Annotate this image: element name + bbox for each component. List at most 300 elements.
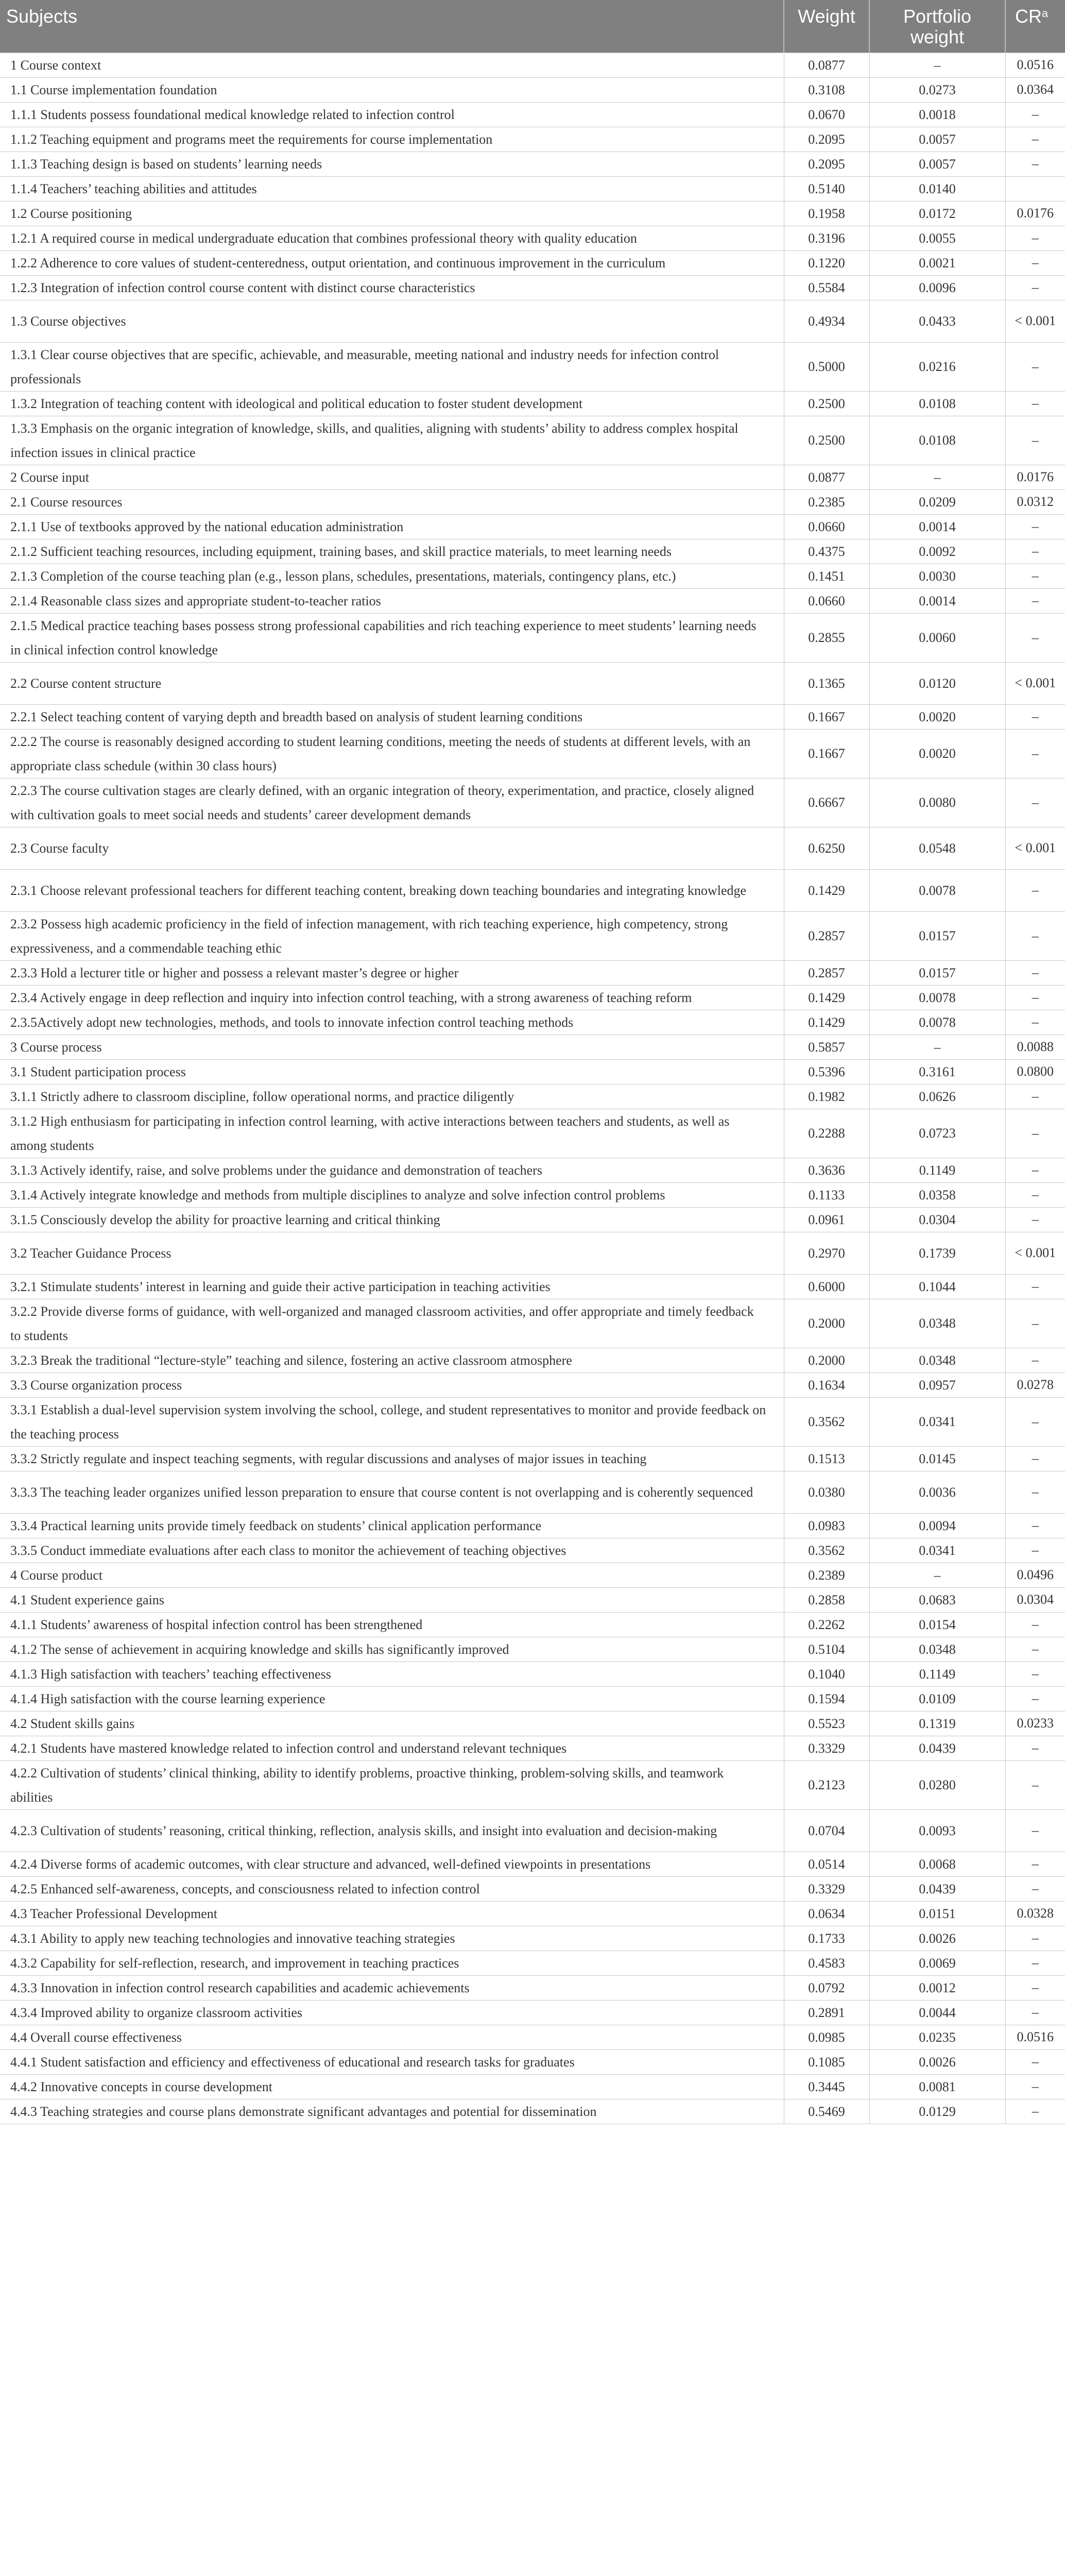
cell-portfolio-weight: 0.0626: [869, 1084, 1005, 1109]
cell-weight: 0.2123: [784, 1760, 869, 1809]
table-row: [0, 1397, 1065, 1446]
cell-subject: 2.2.3 The course cultivation stages are clearly defined, with an organic integration of theory, experimentation, and practice, closely aligned with cultivation goals to meet social needs and students’ career development demands: [0, 778, 784, 827]
table-row: [0, 1299, 1065, 1348]
table-row: [0, 1662, 1065, 1686]
cell-subject: 3.2.3 Break the traditional “lecture-style” teaching and silence, fostering an active classroom atmosphere: [0, 1348, 784, 1372]
header-cr: [1005, 0, 1065, 53]
table-row: [0, 1711, 1065, 1736]
cell-cr: [1005, 176, 1065, 201]
cell-weight: 0.0877: [784, 465, 869, 489]
table-row: [0, 613, 1065, 662]
cell-portfolio-weight: 0.0957: [869, 1372, 1005, 1397]
cell-weight: 0.1133: [784, 1182, 869, 1207]
table-row: [0, 1876, 1065, 1901]
cell-weight: 0.3329: [784, 1736, 869, 1760]
table-row: [0, 1901, 1065, 1926]
cell-weight: 0.4934: [784, 300, 869, 342]
table-row: [0, 275, 1065, 300]
cell-cr: –: [1005, 588, 1065, 613]
cell-portfolio-weight: 0.0096: [869, 275, 1005, 300]
cell-weight: 0.0660: [784, 588, 869, 613]
table-row: [0, 416, 1065, 465]
cell-cr: –: [1005, 1158, 1065, 1182]
header-cr-footnote-marker: a: [1042, 7, 1049, 20]
table-row: [0, 465, 1065, 489]
cell-subject: 4.1.3 High satisfaction with teachers’ teaching effectiveness: [0, 1662, 784, 1686]
cell-subject: 4.3.4 Improved ability to organize classroom activities: [0, 2000, 784, 2025]
table-row: [0, 1035, 1065, 1059]
cell-subject: 2.1.5 Medical practice teaching bases possess strong professional capabilities and rich teaching experience to meet students’ learning needs in clinical infection control knowledge: [0, 613, 784, 662]
table-row: [0, 176, 1065, 201]
cell-weight: 0.1594: [784, 1686, 869, 1711]
cell-cr: 0.0364: [1005, 77, 1065, 102]
cell-cr: –: [1005, 226, 1065, 250]
cell-subject: 1.2.3 Integration of infection control course content with distinct course characteristics: [0, 275, 784, 300]
table-row: [0, 1274, 1065, 1299]
table-row: [0, 1760, 1065, 1809]
table-row: [0, 1736, 1065, 1760]
cell-subject: 1.1.1 Students possess foundational medical knowledge related to infection control: [0, 102, 784, 127]
cell-weight: 0.3196: [784, 226, 869, 250]
cell-cr: –: [1005, 869, 1065, 911]
header-portfolio-weight: Portfolio weight: [869, 0, 1005, 53]
table-row: [0, 201, 1065, 226]
cell-subject: 4.4 Overall course effectiveness: [0, 2025, 784, 2049]
table-row: [0, 729, 1065, 778]
cell-portfolio-weight: 0.0216: [869, 342, 1005, 391]
cell-subject: 3.1.1 Strictly adhere to classroom discipline, follow operational norms, and practice diligently: [0, 1084, 784, 1109]
table-row: [0, 1158, 1065, 1182]
table-row: [0, 1563, 1065, 1587]
cell-portfolio-weight: 0.0439: [869, 1876, 1005, 1901]
cell-subject: 2.1.1 Use of textbooks approved by the national education administration: [0, 514, 784, 539]
cell-cr: –: [1005, 1299, 1065, 1348]
cell-subject: 1.2 Course positioning: [0, 201, 784, 226]
table-row: [0, 1471, 1065, 1513]
cell-portfolio-weight: 0.0280: [869, 1760, 1005, 1809]
cell-subject: 1.3 Course objectives: [0, 300, 784, 342]
cell-portfolio-weight: 0.0120: [869, 662, 1005, 704]
header-row: [0, 0, 1065, 53]
cell-weight: 0.1513: [784, 1446, 869, 1471]
cell-subject: 2.2 Course content structure: [0, 662, 784, 704]
table-body: [0, 53, 1065, 2124]
cell-subject: 4.1.4 High satisfaction with the course learning experience: [0, 1686, 784, 1711]
cell-weight: 0.2891: [784, 2000, 869, 2025]
table-row: [0, 127, 1065, 151]
cell-weight: 0.2500: [784, 391, 869, 416]
cell-portfolio-weight: 0.0172: [869, 201, 1005, 226]
cell-subject: 3.2.2 Provide diverse forms of guidance, with well-organized and managed classroom activities, and offer appropriate and timely feedback to students: [0, 1299, 784, 1348]
cell-cr: –: [1005, 1736, 1065, 1760]
cell-portfolio-weight: 0.0093: [869, 1809, 1005, 1852]
cell-weight: 0.2970: [784, 1232, 869, 1274]
cell-portfolio-weight: 0.0081: [869, 2074, 1005, 2099]
table-row: [0, 2099, 1065, 2124]
table-row: [0, 1059, 1065, 1084]
cell-weight: 0.1040: [784, 1662, 869, 1686]
cell-subject: 4.4.3 Teaching strategies and course plans demonstrate significant advantages and potential for dissemination: [0, 2099, 784, 2124]
table-row: [0, 911, 1065, 960]
cell-cr: < 0.001: [1005, 827, 1065, 869]
cell-weight: 0.0985: [784, 2025, 869, 2049]
cell-weight: 0.1085: [784, 2049, 869, 2074]
cell-weight: 0.5523: [784, 1711, 869, 1736]
cell-cr: –: [1005, 778, 1065, 827]
cell-subject: 1.2.2 Adherence to core values of student-centeredness, output orientation, and continuous improvement in the curriculum: [0, 250, 784, 275]
table-row: [0, 514, 1065, 539]
cell-portfolio-weight: 0.0021: [869, 250, 1005, 275]
table-row: [0, 342, 1065, 391]
cell-subject: 2.3.1 Choose relevant professional teachers for different teaching content, breaking down teaching boundaries and integrating knowledge: [0, 869, 784, 911]
cell-portfolio-weight: 0.0273: [869, 77, 1005, 102]
cell-subject: 4.1.1 Students’ awareness of hospital infection control has been strengthened: [0, 1612, 784, 1637]
cell-cr: –: [1005, 250, 1065, 275]
cell-weight: 0.5584: [784, 275, 869, 300]
cell-weight: 0.5000: [784, 342, 869, 391]
table-row: [0, 2000, 1065, 2025]
cell-portfolio-weight: 0.0235: [869, 2025, 1005, 2049]
table-row: [0, 1084, 1065, 1109]
cell-subject: 2.1.2 Sufficient teaching resources, including equipment, training bases, and skill practice materials, to meet learning needs: [0, 539, 784, 564]
cell-weight: 0.1365: [784, 662, 869, 704]
cell-weight: 0.1958: [784, 201, 869, 226]
table-header: [0, 0, 1065, 53]
cell-portfolio-weight: 0.0078: [869, 1010, 1005, 1035]
table-row: [0, 1951, 1065, 1975]
cell-portfolio-weight: 0.0014: [869, 588, 1005, 613]
cell-portfolio-weight: 0.0548: [869, 827, 1005, 869]
table-row: [0, 151, 1065, 176]
cell-cr: –: [1005, 1182, 1065, 1207]
cell-weight: 0.3108: [784, 77, 869, 102]
cell-cr: –: [1005, 704, 1065, 729]
cell-weight: 0.2095: [784, 127, 869, 151]
table-row: [0, 1926, 1065, 1951]
cell-portfolio-weight: 0.1149: [869, 1158, 1005, 1182]
cell-subject: 3.3 Course organization process: [0, 1372, 784, 1397]
table-row: [0, 1348, 1065, 1372]
cell-weight: 0.1429: [784, 985, 869, 1010]
cell-cr: –: [1005, 1662, 1065, 1686]
table-row: [0, 1587, 1065, 1612]
cell-subject: 3.3.2 Strictly regulate and inspect teaching segments, with regular discussions and analyses of major issues in teaching: [0, 1446, 784, 1471]
cell-cr: 0.0233: [1005, 1711, 1065, 1736]
cell-cr: –: [1005, 1513, 1065, 1538]
cell-portfolio-weight: 0.0108: [869, 391, 1005, 416]
cell-weight: 0.0877: [784, 53, 869, 77]
table-row: [0, 1232, 1065, 1274]
cell-cr: 0.0304: [1005, 1587, 1065, 1612]
cell-weight: 0.2288: [784, 1109, 869, 1158]
cell-weight: 0.2000: [784, 1348, 869, 1372]
cell-portfolio-weight: 0.0026: [869, 2049, 1005, 2074]
cell-cr: –: [1005, 1207, 1065, 1232]
cell-cr: –: [1005, 1109, 1065, 1158]
cell-subject: 3 Course process: [0, 1035, 784, 1059]
table-row: [0, 827, 1065, 869]
cell-weight: 0.3562: [784, 1538, 869, 1563]
cell-cr: 0.0278: [1005, 1372, 1065, 1397]
cell-subject: 1.2.1 A required course in medical undergraduate education that combines professional theory with quality education: [0, 226, 784, 250]
cell-subject: 1 Course context: [0, 53, 784, 77]
cell-subject: 3.3.1 Establish a dual-level supervision system involving the school, college, and student representatives to monitor and provide feedback on the teaching process: [0, 1397, 784, 1446]
cell-subject: 1.3.3 Emphasis on the organic integration of knowledge, skills, and qualities, aligning with students’ ability to address complex hospital infection issues in clinical practice: [0, 416, 784, 465]
cell-portfolio-weight: 0.0030: [869, 564, 1005, 588]
cell-cr: –: [1005, 911, 1065, 960]
cell-cr: 0.0800: [1005, 1059, 1065, 1084]
table-row: [0, 704, 1065, 729]
cell-portfolio-weight: 0.0439: [869, 1736, 1005, 1760]
table-row: [0, 1372, 1065, 1397]
cell-subject: 4.4.2 Innovative concepts in course development: [0, 2074, 784, 2099]
cell-weight: 0.1634: [784, 1372, 869, 1397]
cell-cr: –: [1005, 127, 1065, 151]
cell-portfolio-weight: 0.0348: [869, 1348, 1005, 1372]
cell-subject: 3.1 Student participation process: [0, 1059, 784, 1084]
cell-cr: –: [1005, 564, 1065, 588]
cell-subject: 4.1.2 The sense of achievement in acquiring knowledge and skills has significantly improved: [0, 1637, 784, 1662]
cell-portfolio-weight: 0.0151: [869, 1901, 1005, 1926]
cell-cr: –: [1005, 416, 1065, 465]
cell-subject: 2 Course input: [0, 465, 784, 489]
header-cr-label: CR: [1015, 6, 1042, 27]
cell-portfolio-weight: 0.0044: [869, 2000, 1005, 2025]
cell-portfolio-weight: 0.0020: [869, 729, 1005, 778]
cell-subject: 2.2.1 Select teaching content of varying depth and breadth based on analysis of student learning conditions: [0, 704, 784, 729]
cell-subject: 4.2.2 Cultivation of students’ clinical thinking, ability to identify problems, proactive thinking, problem-solving skills, and teamwork abilities: [0, 1760, 784, 1809]
cell-cr: –: [1005, 1010, 1065, 1035]
cell-portfolio-weight: 0.0433: [869, 300, 1005, 342]
cell-cr: 0.0312: [1005, 489, 1065, 514]
header-weight: Weight: [784, 0, 869, 53]
cell-weight: 0.2855: [784, 613, 869, 662]
cell-portfolio-weight: 0.0157: [869, 960, 1005, 985]
cell-cr: 0.0176: [1005, 465, 1065, 489]
cell-subject: 3.2 Teacher Guidance Process: [0, 1232, 784, 1274]
table-row: [0, 1010, 1065, 1035]
table-row: [0, 1446, 1065, 1471]
cell-portfolio-weight: 0.0109: [869, 1686, 1005, 1711]
cell-portfolio-weight: 0.0080: [869, 778, 1005, 827]
cell-subject: 2.1.3 Completion of the course teaching plan (e.g., lesson plans, schedules, presentations, materials, contingency plans, etc.): [0, 564, 784, 588]
cell-portfolio-weight: 0.0683: [869, 1587, 1005, 1612]
cell-subject: 1.1.3 Teaching design is based on students’ learning needs: [0, 151, 784, 176]
cell-subject: 3.1.4 Actively integrate knowledge and methods from multiple disciplines to analyze and solve infection control problems: [0, 1182, 784, 1207]
cell-cr: –: [1005, 342, 1065, 391]
cell-cr: –: [1005, 539, 1065, 564]
cell-cr: –: [1005, 2099, 1065, 2124]
cell-subject: 3.2.1 Stimulate students’ interest in learning and guide their active participation in teaching activities: [0, 1274, 784, 1299]
cell-portfolio-weight: 0.0012: [869, 1975, 1005, 2000]
table-row: [0, 1182, 1065, 1207]
table-row: [0, 1538, 1065, 1563]
cell-weight: 0.5140: [784, 176, 869, 201]
cell-cr: –: [1005, 1446, 1065, 1471]
table-row: [0, 1513, 1065, 1538]
cell-cr: –: [1005, 1637, 1065, 1662]
cell-portfolio-weight: –: [869, 1563, 1005, 1587]
cell-weight: 0.0983: [784, 1513, 869, 1538]
cell-subject: 4.3.2 Capability for self-reflection, research, and improvement in teaching practices: [0, 1951, 784, 1975]
cell-portfolio-weight: 0.1149: [869, 1662, 1005, 1686]
cell-weight: 0.3329: [784, 1876, 869, 1901]
cell-weight: 0.5469: [784, 2099, 869, 2124]
cell-cr: < 0.001: [1005, 662, 1065, 704]
cell-cr: –: [1005, 1612, 1065, 1637]
cell-subject: 3.1.5 Consciously develop the ability for proactive learning and critical thinking: [0, 1207, 784, 1232]
cell-portfolio-weight: 0.1739: [869, 1232, 1005, 1274]
cell-portfolio-weight: 0.0057: [869, 127, 1005, 151]
cell-weight: 0.1429: [784, 1010, 869, 1035]
cell-portfolio-weight: 0.0036: [869, 1471, 1005, 1513]
cell-portfolio-weight: –: [869, 53, 1005, 77]
cell-weight: 0.3562: [784, 1397, 869, 1446]
cell-subject: 1.1.4 Teachers’ teaching abilities and attitudes: [0, 176, 784, 201]
cell-subject: 3.3.3 The teaching leader organizes unified lesson preparation to ensure that course content is not overlapping and is coherently sequenced: [0, 1471, 784, 1513]
cell-portfolio-weight: 0.0304: [869, 1207, 1005, 1232]
cell-weight: 0.2500: [784, 416, 869, 465]
cell-cr: –: [1005, 985, 1065, 1010]
cell-weight: 0.5396: [784, 1059, 869, 1084]
cell-weight: 0.6000: [784, 1274, 869, 1299]
table-row: [0, 960, 1065, 985]
cell-cr: –: [1005, 2049, 1065, 2074]
cell-weight: 0.0792: [784, 1975, 869, 2000]
cell-cr: –: [1005, 151, 1065, 176]
cell-subject: 3.3.4 Practical learning units provide timely feedback on students’ clinical application performance: [0, 1513, 784, 1538]
cell-weight: 0.1451: [784, 564, 869, 588]
table-row: [0, 77, 1065, 102]
cell-cr: –: [1005, 1809, 1065, 1852]
cell-weight: 0.1220: [784, 250, 869, 275]
cell-subject: 4.2.5 Enhanced self-awareness, concepts, and consciousness related to infection control: [0, 1876, 784, 1901]
cell-subject: 1.1 Course implementation foundation: [0, 77, 784, 102]
cell-weight: 0.2858: [784, 1587, 869, 1612]
table-row: [0, 300, 1065, 342]
table-row: [0, 102, 1065, 127]
cell-subject: 2.3.3 Hold a lecturer title or higher and possess a relevant master’s degree or higher: [0, 960, 784, 985]
cell-subject: 4.1 Student experience gains: [0, 1587, 784, 1612]
cell-cr: < 0.001: [1005, 300, 1065, 342]
cell-cr: 0.0516: [1005, 2025, 1065, 2049]
cell-subject: 4.3.1 Ability to apply new teaching technologies and innovative teaching strategies: [0, 1926, 784, 1951]
table-row: [0, 1975, 1065, 2000]
cell-subject: 1.1.2 Teaching equipment and programs meet the requirements for course implementation: [0, 127, 784, 151]
table-row: [0, 778, 1065, 827]
cell-subject: 4.4.1 Student satisfaction and efficiency and effectiveness of educational and research tasks for graduates: [0, 2049, 784, 2074]
table-row: [0, 2049, 1065, 2074]
cell-weight: 0.5104: [784, 1637, 869, 1662]
cell-weight: 0.0380: [784, 1471, 869, 1513]
cell-portfolio-weight: 0.0069: [869, 1951, 1005, 1975]
cell-cr: –: [1005, 1926, 1065, 1951]
cell-portfolio-weight: 0.0157: [869, 911, 1005, 960]
cell-cr: –: [1005, 1471, 1065, 1513]
cell-cr: –: [1005, 1397, 1065, 1446]
cell-cr: 0.0328: [1005, 1901, 1065, 1926]
cell-subject: 2.3.2 Possess high academic proficiency in the field of infection management, with rich teaching experience, high competency, strong expressiveness, and a commendable teaching ethic: [0, 911, 784, 960]
cell-subject: 2.2.2 The course is reasonably designed according to student learning conditions, meeting the needs of students at different levels, with an appropriate class schedule (within 30 class hours): [0, 729, 784, 778]
cell-weight: 0.6250: [784, 827, 869, 869]
cell-weight: 0.2262: [784, 1612, 869, 1637]
table-row: [0, 2074, 1065, 2099]
cell-portfolio-weight: 0.0094: [869, 1513, 1005, 1538]
cell-portfolio-weight: 0.0348: [869, 1637, 1005, 1662]
table-row: [0, 489, 1065, 514]
cell-cr: –: [1005, 1274, 1065, 1299]
header-subjects: Subjects: [0, 0, 784, 53]
cell-subject: 3.3.5 Conduct immediate evaluations after each class to monitor the achievement of teaching objectives: [0, 1538, 784, 1563]
cell-portfolio-weight: 0.0078: [869, 869, 1005, 911]
cell-cr: –: [1005, 1760, 1065, 1809]
table-row: [0, 588, 1065, 613]
cell-weight: 0.0704: [784, 1809, 869, 1852]
table-row: [0, 869, 1065, 911]
cell-portfolio-weight: 0.0078: [869, 985, 1005, 1010]
cell-weight: 0.2857: [784, 911, 869, 960]
cell-subject: 2.1 Course resources: [0, 489, 784, 514]
cell-subject: 2.3.5Actively adopt new technologies, methods, and tools to innovate infection control teaching methods: [0, 1010, 784, 1035]
cell-portfolio-weight: 0.0057: [869, 151, 1005, 176]
table-row: [0, 2025, 1065, 2049]
cell-weight: 0.6667: [784, 778, 869, 827]
table-row: [0, 1637, 1065, 1662]
cell-subject: 2.3 Course faculty: [0, 827, 784, 869]
cell-portfolio-weight: 0.1319: [869, 1711, 1005, 1736]
cell-portfolio-weight: 0.0108: [869, 416, 1005, 465]
table-row: [0, 662, 1065, 704]
cell-portfolio-weight: 0.0358: [869, 1182, 1005, 1207]
cell-portfolio-weight: 0.0068: [869, 1852, 1005, 1876]
cell-portfolio-weight: 0.0140: [869, 176, 1005, 201]
table-row: [0, 1612, 1065, 1637]
cell-weight: 0.4375: [784, 539, 869, 564]
cell-weight: 0.0634: [784, 1901, 869, 1926]
cell-cr: –: [1005, 2074, 1065, 2099]
cell-subject: 4 Course product: [0, 1563, 784, 1587]
cell-portfolio-weight: –: [869, 1035, 1005, 1059]
table-row: [0, 1207, 1065, 1232]
cell-cr: –: [1005, 275, 1065, 300]
cell-weight: 0.3445: [784, 2074, 869, 2099]
cell-weight: 0.2095: [784, 151, 869, 176]
cell-subject: 4.3 Teacher Professional Development: [0, 1901, 784, 1926]
cell-portfolio-weight: 0.0154: [869, 1612, 1005, 1637]
cell-subject: 4.2.3 Cultivation of students’ reasoning, critical thinking, reflection, analysis skills, and insight into evaluation and decision-making: [0, 1809, 784, 1852]
cell-portfolio-weight: 0.0723: [869, 1109, 1005, 1158]
cell-weight: 0.0961: [784, 1207, 869, 1232]
cell-cr: –: [1005, 2000, 1065, 2025]
cell-cr: 0.0088: [1005, 1035, 1065, 1059]
table-row: [0, 250, 1065, 275]
cell-weight: 0.4583: [784, 1951, 869, 1975]
cell-subject: 4.2 Student skills gains: [0, 1711, 784, 1736]
cell-cr: –: [1005, 391, 1065, 416]
cell-cr: –: [1005, 729, 1065, 778]
cell-portfolio-weight: 0.0055: [869, 226, 1005, 250]
cell-portfolio-weight: 0.0341: [869, 1397, 1005, 1446]
cell-cr: –: [1005, 514, 1065, 539]
cell-weight: 0.0514: [784, 1852, 869, 1876]
cell-subject: 4.3.3 Innovation in infection control research capabilities and academic achievements: [0, 1975, 784, 2000]
table-row: [0, 539, 1065, 564]
cell-cr: –: [1005, 1686, 1065, 1711]
cell-portfolio-weight: 0.0014: [869, 514, 1005, 539]
cell-weight: 0.3636: [784, 1158, 869, 1182]
cell-portfolio-weight: 0.0209: [869, 489, 1005, 514]
cell-weight: 0.1429: [784, 869, 869, 911]
